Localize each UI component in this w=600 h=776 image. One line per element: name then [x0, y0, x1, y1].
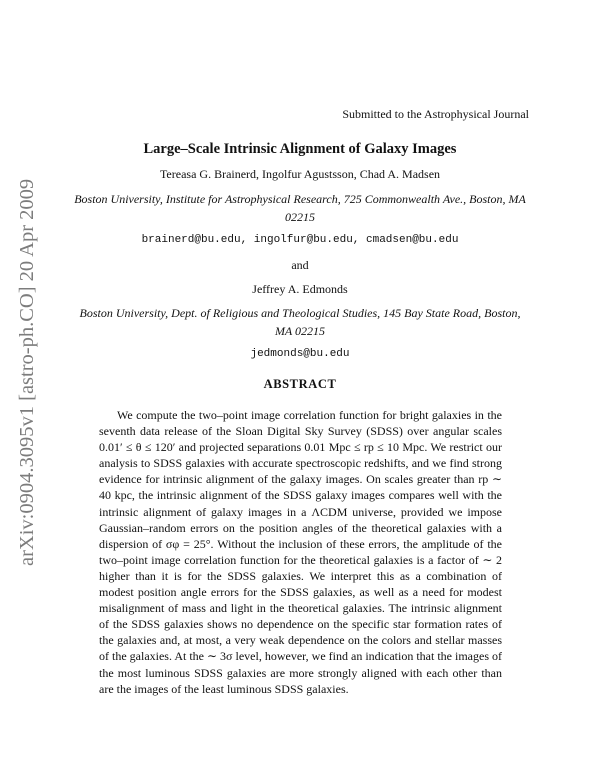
- affiliation-1: Boston University, Institute for Astrophysical Research, 725 Commonwealth Ave., Boston, MA 02215: [74, 192, 526, 224]
- abstract-heading: ABSTRACT: [263, 377, 337, 391]
- affiliation-2: Boston University, Dept. of Religious and Theological Studies, 145 Bay State Road, Boston, MA 02215: [79, 306, 521, 338]
- emails-group-2: jedmonds@bu.edu: [250, 348, 350, 360]
- authors-group-1: Tereasa G. Brainerd, Ingolfur Agustsson, Chad A. Madsen: [159, 167, 441, 181]
- authors-group-2: Jeffrey A. Edmonds: [252, 282, 348, 296]
- submission-note: Submitted to the Astrophysical Journal: [342, 107, 529, 121]
- abstract-body: We compute the two–point image correlation function for bright galaxies in the seventh data release of the Sloan Digital Sky Survey (SDSS) over angular scales 0.01′ ≤ θ ≤ 120′ and projected separations 0.01 Mpc ≤ rp ≤ 10 Mpc. We restrict our analysis to SDSS galaxies with accurate spectroscopic redshifts, and we find strong evidence for intrinsic alignment of the galaxy images. On scales greater than rp ∼ 40 kpc, the intrinsic alignment of the SDSS galaxy images compares well with the intrinsic alignment of galaxy images in a ΛCDM universe, provided we impose Gaussian–random errors on the position angles of the theoretical galaxies with a dispersion of σφ = 25°. Without the inclusion of these errors, the amplitude of the two–point image correlation function for the theoretical galaxies is a factor of ∼ 2 higher than it is for the SDSS galaxies. We interpret this as a combination of modest position angle errors for the SDSS galaxies, as well as a need for modest misalignment of mass and light in the theoretical galaxies. The intrinsic alignment of the SDSS galaxies shows no dependence on the specific star formation rates of the galaxies and, at most, a very weak dependence on the colors and stellar masses of the galaxies. At the ∼ 3σ level, however, we find an indication that the images of the most luminous SDSS galaxies are more strongly aligned with each other than are the images of the least luminous SDSS galaxies.: [99, 408, 502, 696]
- author-separator: and: [291, 258, 309, 272]
- emails-group-1: brainerd@bu.edu, ingolfur@bu.edu, cmadsen@bu.edu: [141, 234, 459, 246]
- arxiv-sidebar: [0, 0, 60, 776]
- paper-title: Large–Scale Intrinsic Alignment of Galaxy Images: [143, 141, 457, 157]
- arxiv-identifier: arXiv:0904.3095v1 [astro-ph.CO] 20 Apr 2009: [16, 178, 38, 566]
